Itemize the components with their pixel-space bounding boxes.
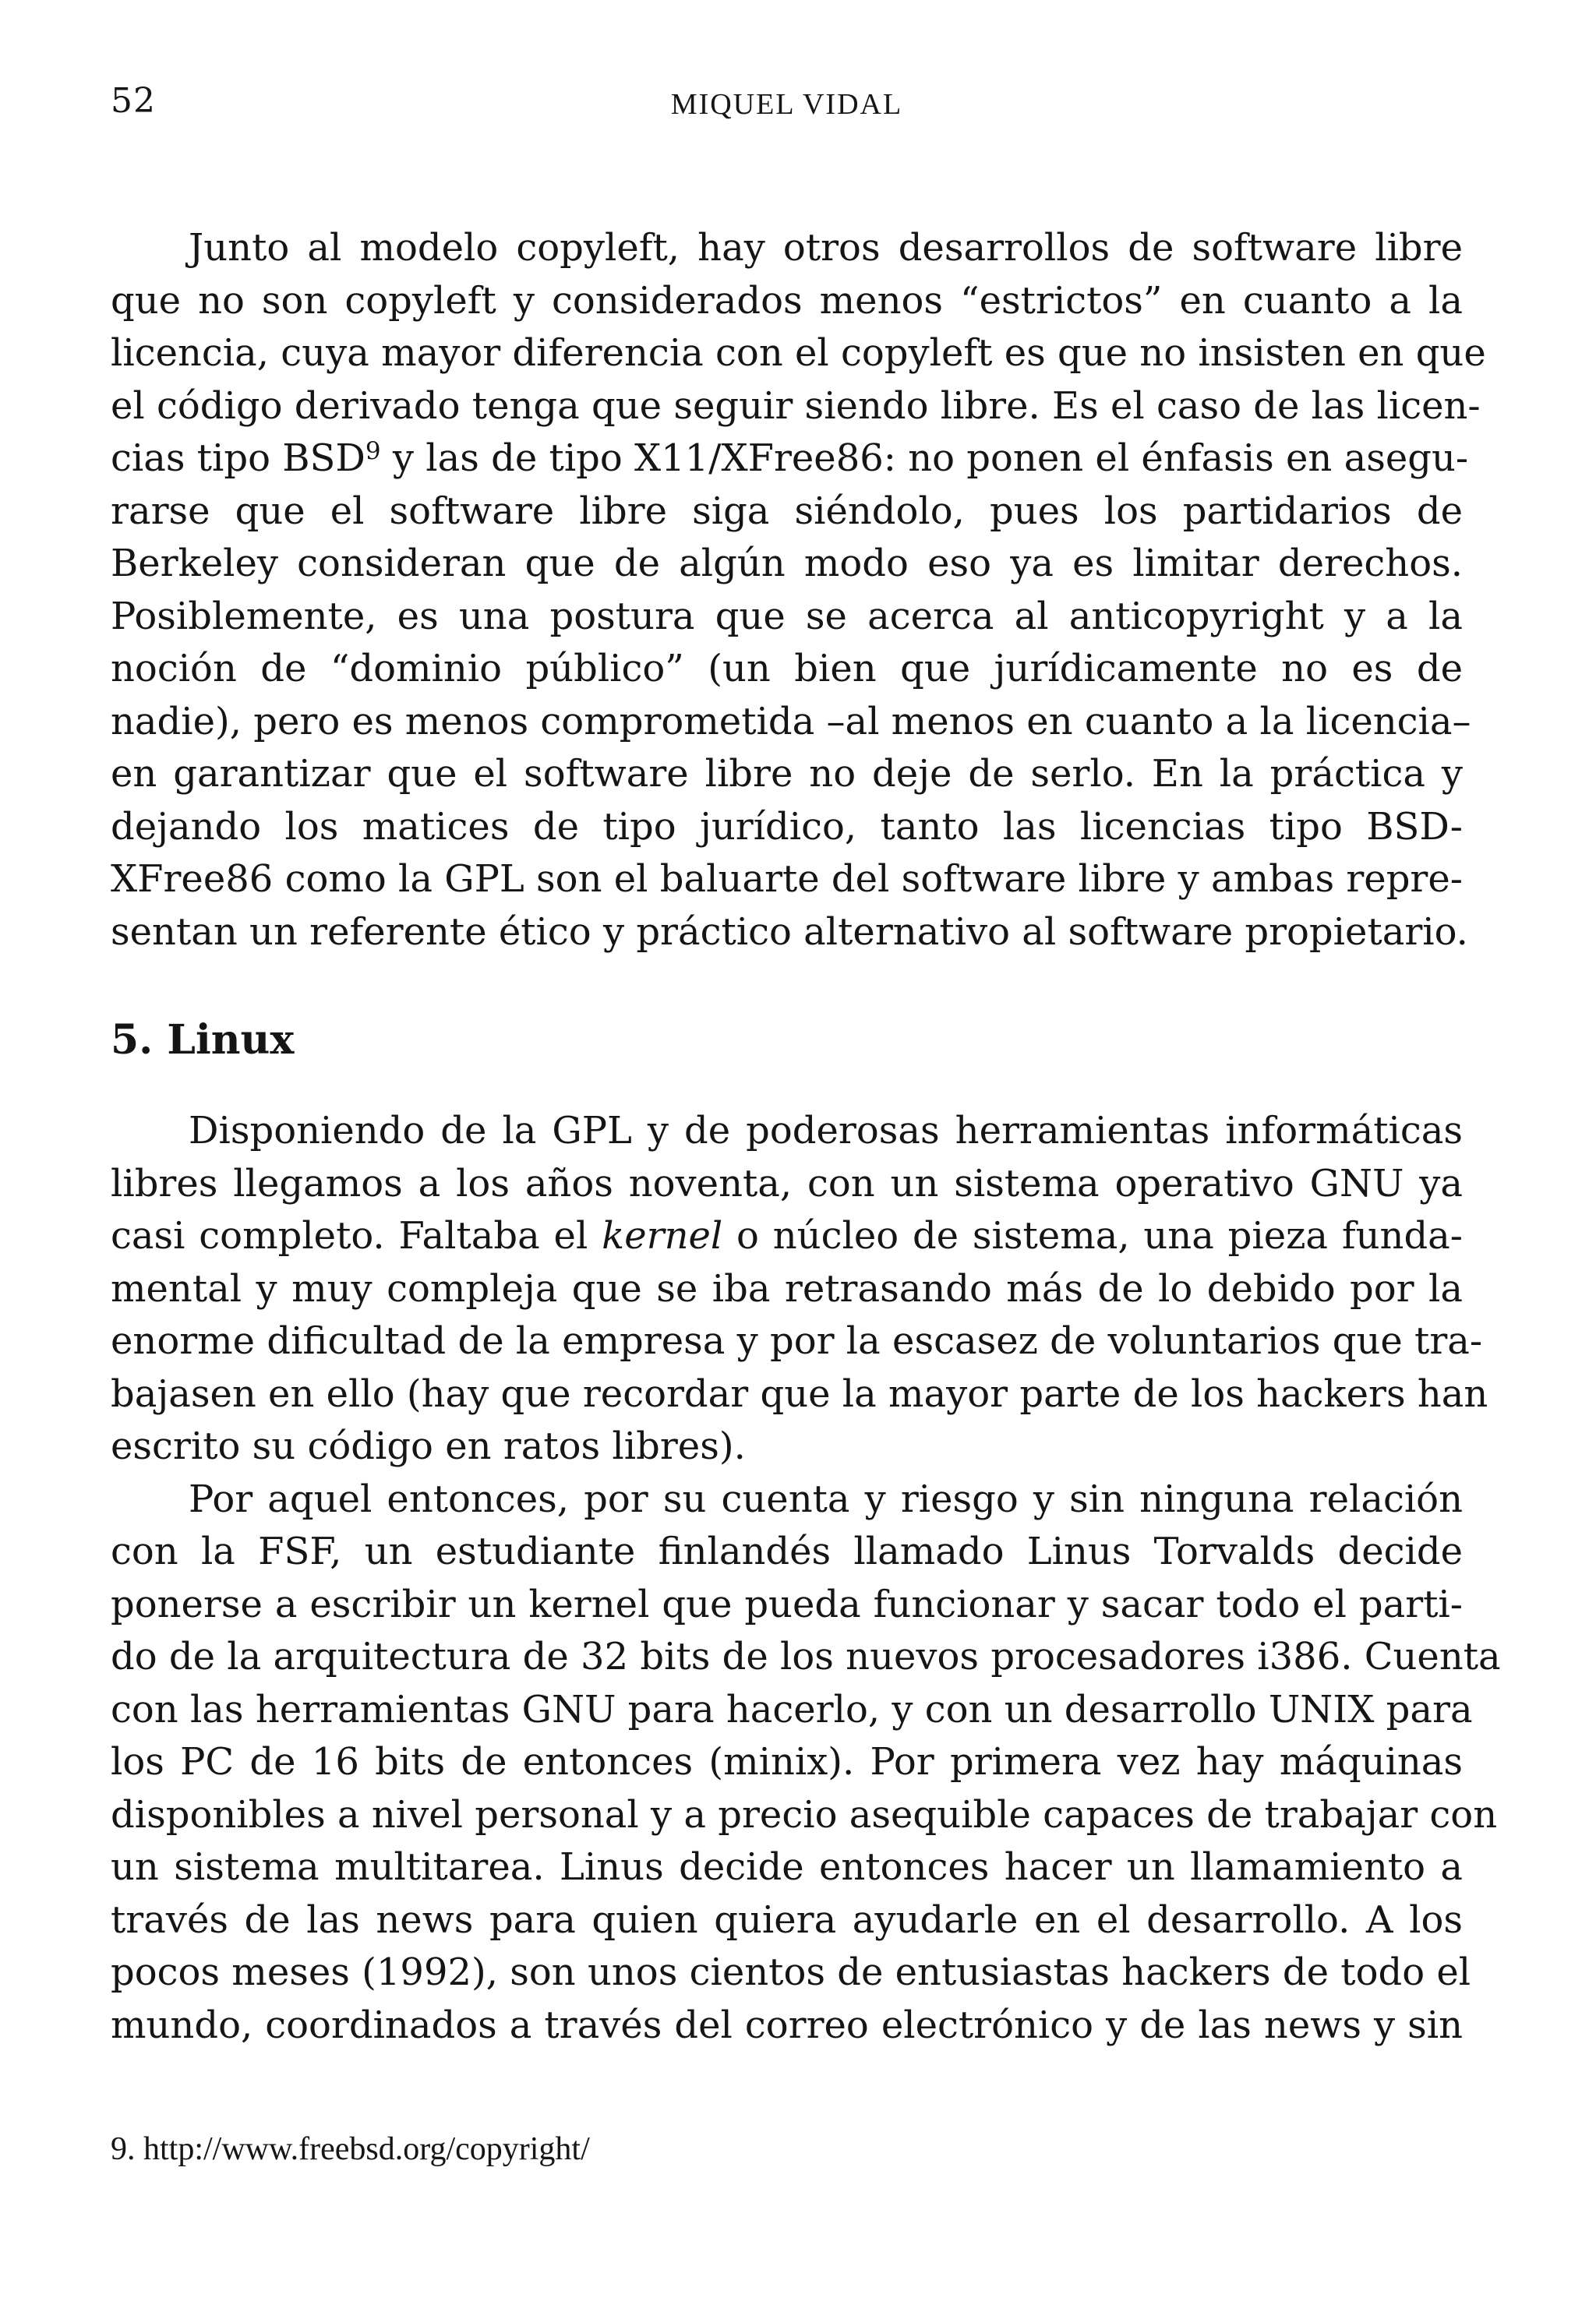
text-line: través de las news para quien quiera ayudarle en el desarrollo. A los (111, 1897, 1463, 1942)
paragraph-copyleft-models (111, 222, 1486, 958)
text-line: Junto al modelo copyleft, hay otros desarrollos de software libre (189, 226, 1463, 270)
page-number: 52 (111, 81, 156, 121)
text-line: mundo, coordinados a través del correo electrónico y de las news y sin (111, 2003, 1463, 2047)
text-line: Por aquel entonces, por su cuenta y riesgo y sin ninguna relación (189, 1477, 1463, 1521)
text-line-with-footnote (111, 432, 1469, 485)
text-line: pocos meses (1992), son unos cientos de entusiastas hackers de todo el (111, 1950, 1471, 1994)
text-line: dejando los matices de tipo jurídico, tanto las licencias tipo BSD- (111, 804, 1463, 849)
text-line: rarse que el software libre siga siéndolo, pues los partidarios de (111, 489, 1463, 533)
page-header (111, 81, 1463, 128)
text-line: noción de “dominio público” (un bien que jurídicamente no es de (111, 647, 1463, 690)
text-line: disponibles a nivel personal y a precio asequible capaces de trabajar con (111, 1792, 1498, 1837)
italic-term: kernel (602, 1214, 723, 1258)
text-line: el código derivado tenga que seguir siendo libre. Es el caso de las licen- (111, 383, 1481, 428)
text-line: do de la arquitectura de 32 bits de los nuevos procesadores i386. Cuenta (111, 1635, 1501, 1678)
text-line: enorme dificultad de la empresa y por la escasez de voluntarios que tra- (111, 1319, 1483, 1363)
text-line: escrito su código en ratos libres). (111, 1424, 746, 1468)
text-line: los PC de 16 bits de entonces (minix). Por primera vez hay máquinas (111, 1740, 1463, 1784)
text-line: libres llegamos a los años noventa, con un sistema operativo GNU ya (111, 1161, 1463, 1205)
text-line: Posiblemente, es una postura que se acerca al anticopyright y a la (111, 594, 1463, 638)
text-line-with-italic (111, 1210, 1463, 1263)
text-fragment: cias tipo BSD (111, 436, 365, 480)
text-line: licencia, cuya mayor diferencia con el copyleft es que no insisten en que (111, 331, 1486, 375)
text-line: XFree86 como la GPL son el baluarte del software libre y ambas repre- (111, 857, 1463, 901)
text-line: en garantizar que el software libre no deje de serlo. En la práctica y (111, 752, 1463, 796)
footnote-reference: 9 (365, 437, 381, 465)
footnote: 9. http://www.freebsd.org/copyright/ (111, 2131, 590, 2167)
text-fragment: casi completo. Faltaba el (111, 1214, 602, 1258)
text-line: bajasen en ello (hay que recordar que la mayor parte de los hackers han (111, 1371, 1488, 1416)
text-line: ponerse a escribir un kernel que pueda funcionar y sacar todo el parti- (111, 1582, 1463, 1626)
text-fragment: y las de tipo X11/XFree86: no ponen el énfasis en asegu- (392, 436, 1469, 480)
text-line: un sistema multitarea. Linus decide entonces hacer un llamamiento a (111, 1845, 1463, 1889)
running-head: MIQUEL VIDAL (670, 88, 903, 121)
text-line: Disponiendo de la GPL y de poderosas herramientas informáticas (189, 1109, 1463, 1153)
text-line: nadie), pero es menos comprometida –al menos en cuanto a la licencia– (111, 699, 1471, 743)
text-line: Berkeley consideran que de algún modo eso ya es limitar derechos. (111, 542, 1463, 585)
section-body (111, 1105, 1501, 2052)
text-line: que no son copyleft y considerados menos “estrictos” en cuanto a la (111, 278, 1463, 323)
text-line: con las herramientas GNU para hacerlo, y con un desarrollo UNIX para (111, 1687, 1473, 1731)
section-heading: 5. Linux (111, 1016, 295, 1064)
text-line: con la FSF, un estudiante finlandés llamado Linus Torvalds decide (111, 1530, 1463, 1573)
text-line: mental y muy compleja que se iba retrasando más de lo debido por la (111, 1266, 1463, 1311)
text-fragment: o núcleo de sistema, una pieza funda- (722, 1214, 1464, 1258)
text-line: sentan un referente ético y práctico alternativo al software propietario. (111, 909, 1468, 954)
